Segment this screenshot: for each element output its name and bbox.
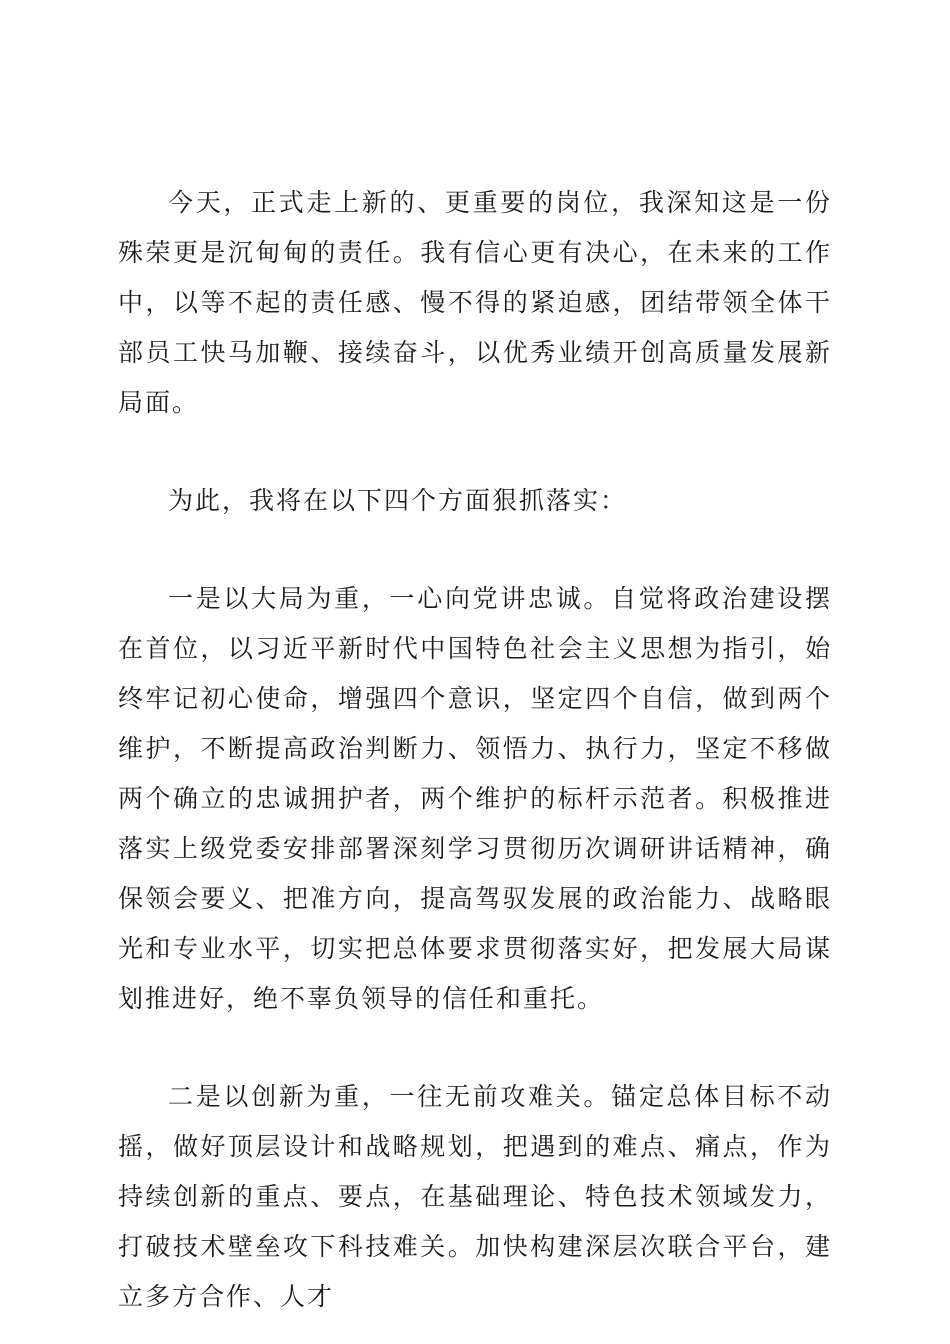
paragraph-intro: 今天，正式走上新的、更重要的岗位，我深知这是一份殊荣更是沉甸甸的责任。我有信心更有决心，在未来的工作中，以等不起的责任感、慢不得的紧迫感，团结带领全体干部员工快马加鞭、接续奋斗，以优秀业绩开创高质量发展新局面。 bbox=[118, 188, 832, 417]
paragraph-point-two: 二是以创新为重，一往无前攻难关。锚定总体目标不动摇，做好顶层设计和战略规划，把遇到的难点、痛点，作为持续创新的重点、要点，在基础理论、特色技术领域发力，打破技术壁垒攻下科技难关。加快构建深层次联合平台，建立多方合作、人才 bbox=[118, 1082, 832, 1311]
paragraph-point-one: 一是以大局为重，一心向党讲忠诚。自觉将政治建设摆在首位，以习近平新时代中国特色社会主义思想为指引，始终牢记初心使命，增强四个意识，坚定四个自信，做到两个维护，不断提高政治判断力、领悟力、执行力，坚定不移做两个确立的忠诚拥护者，两个维护的标杆示范者。积极推进落实上级党委安排部署深刻学习贯彻历次调研讲话精神，确保领会要义、把准方向，提高驾驭发展的政治能力、战略眼光和专业水平，切实把总体要求贯彻落实好，把发展大局谋划推进好，绝不辜负领导的信任和重托。 bbox=[118, 584, 832, 1013]
paragraph-outline: 为此，我将在以下四个方面狠抓落实： bbox=[168, 486, 628, 515]
document-body bbox=[118, 178, 832, 1322]
